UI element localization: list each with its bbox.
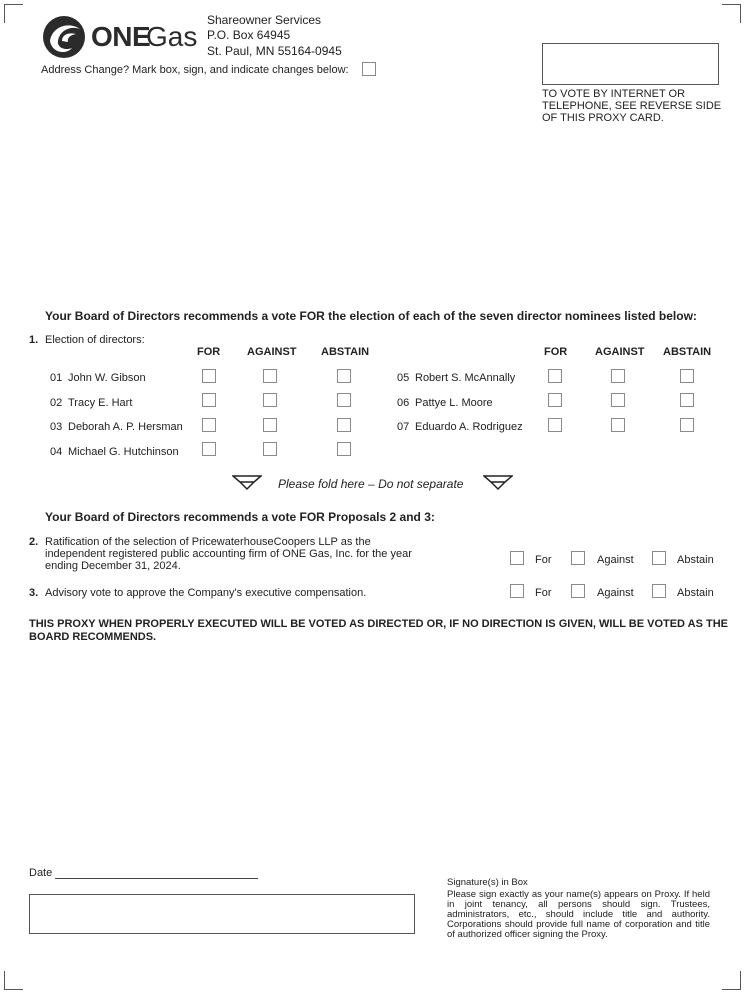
- crop-mark-top-right: [722, 4, 741, 23]
- nominee-02-against-checkbox[interactable]: [263, 393, 277, 407]
- proposal-3-abstain-checkbox[interactable]: [652, 584, 666, 598]
- nominee-06-against-checkbox[interactable]: [611, 393, 625, 407]
- nominee-num: 04: [50, 446, 63, 458]
- date-label: Date: [29, 867, 53, 879]
- nominee-02-abstain-checkbox[interactable]: [337, 393, 351, 407]
- nominee-name: Michael G. Hutchinson: [68, 446, 179, 458]
- proposal-2-for-label: For: [535, 554, 552, 566]
- proposal-3-for-label: For: [535, 587, 552, 599]
- proposal-2-text-line-2: independent registered public accounting firm of ONE Gas, Inc. for the year: [45, 548, 412, 560]
- proposal-2-against-label: Against: [597, 554, 634, 566]
- nominee-name: Robert S. McAnnally: [415, 372, 516, 384]
- nominee-03-abstain-checkbox[interactable]: [337, 418, 351, 432]
- address-change-checkbox[interactable]: [362, 62, 376, 76]
- proposal-2-abstain-checkbox[interactable]: [652, 551, 666, 565]
- address-line-2: P.O. Box 64945: [207, 28, 291, 42]
- proposal-2-number: 2.: [29, 536, 39, 548]
- nominee-04-abstain-checkbox[interactable]: [337, 442, 351, 456]
- proposal-2-against-checkbox[interactable]: [571, 551, 585, 565]
- nominee-05-for-checkbox[interactable]: [548, 369, 562, 383]
- address-line-1: Shareowner Services: [207, 13, 322, 27]
- item-1-number: 1.: [29, 334, 39, 346]
- column-header-for: FOR: [197, 346, 221, 358]
- column-header-abstain: ABSTAIN: [321, 346, 370, 358]
- proposals-heading: Your Board of Directors recommends a vote FOR Proposals 2 and 3:: [45, 510, 435, 524]
- proxy-statement-line-2: BOARD RECOMMENDS.: [29, 631, 157, 643]
- vote-instructions-line-2: TELEPHONE, SEE REVERSE SIDE: [542, 100, 722, 112]
- proposal-3-for-checkbox[interactable]: [510, 584, 524, 598]
- date-input-line[interactable]: [55, 878, 258, 879]
- nominee-num: 06: [397, 397, 410, 409]
- nominee-06-abstain-checkbox[interactable]: [680, 393, 694, 407]
- nominee-07-abstain-checkbox[interactable]: [680, 418, 694, 432]
- nominee-name: Tracy E. Hart: [68, 397, 133, 409]
- nominee-name: Deborah A. P. Hersman: [68, 421, 183, 433]
- proposal-2-for-checkbox[interactable]: [510, 551, 524, 565]
- fold-instruction: Please fold here – Do not separate: [278, 477, 464, 491]
- address-change-label: Address Change? Mark box, sign, and indicate changes below:: [41, 64, 349, 76]
- proposal-2-text-line-1: Ratification of the selection of PricewaterhouseCoopers LLP as the: [45, 536, 371, 548]
- company-logo: [42, 14, 202, 60]
- fold-arrow-left-icon: [232, 475, 262, 491]
- nominee-02-for-checkbox[interactable]: [202, 393, 216, 407]
- vote-instructions-line-1: TO VOTE BY INTERNET OR: [542, 88, 686, 100]
- nominee-05-abstain-checkbox[interactable]: [680, 369, 694, 383]
- control-number-box: [542, 43, 719, 85]
- crop-mark-bottom-left: [4, 971, 23, 990]
- logo-text-one: ONE: [91, 21, 151, 52]
- vote-instructions-line-3: OF THIS PROXY CARD.: [542, 112, 664, 124]
- flame-logo-icon: [42, 15, 86, 59]
- nominee-01-against-checkbox[interactable]: [263, 369, 277, 383]
- nominee-07-against-checkbox[interactable]: [611, 418, 625, 432]
- crop-mark-top-left: [4, 4, 23, 23]
- nominee-name: Eduardo A. Rodriguez: [415, 421, 523, 433]
- signature-label: Signature(s) in Box: [447, 877, 528, 888]
- proxy-statement-line-1: THIS PROXY WHEN PROPERLY EXECUTED WILL BE VOTED AS DIRECTED OR, IF NO DIRECTION IS GIVEN, WILL BE VOTED AS THE: [29, 618, 728, 630]
- nominee-04-against-checkbox[interactable]: [263, 442, 277, 456]
- item-1-label: Election of directors:: [45, 334, 145, 346]
- nominee-05-against-checkbox[interactable]: [611, 369, 625, 383]
- nominee-01-for-checkbox[interactable]: [202, 369, 216, 383]
- proposal-3-text: Advisory vote to approve the Company's executive compensation.: [45, 587, 367, 599]
- crop-mark-bottom-right: [722, 971, 741, 990]
- nominee-07-for-checkbox[interactable]: [548, 418, 562, 432]
- logo-text-gas: Gas: [146, 21, 198, 52]
- nominee-04-for-checkbox[interactable]: [202, 442, 216, 456]
- column-header-abstain-right: ABSTAIN: [663, 346, 712, 358]
- nominee-03-against-checkbox[interactable]: [263, 418, 277, 432]
- directors-heading: Your Board of Directors recommends a vote FOR the election of each of the seven director nominees listed below:: [45, 309, 697, 323]
- nominee-03-for-checkbox[interactable]: [202, 418, 216, 432]
- nominee-name: Pattye L. Moore: [415, 397, 493, 409]
- nominee-num: 07: [397, 421, 410, 433]
- nominee-num: 02: [50, 397, 63, 409]
- proposal-3-number: 3.: [29, 587, 39, 599]
- proposal-2-text-line-3: ending December 31, 2024.: [45, 560, 181, 572]
- signature-instructions: Please sign exactly as your name(s) appears on Proxy. If held in joint tenancy, all persons should sign. Trustees, administrators, etc., should include title and authority. Corporations should provide full name of corporation and title of authorized officer signing the Proxy.: [447, 889, 710, 940]
- proposal-3-against-checkbox[interactable]: [571, 584, 585, 598]
- column-header-against-right: AGAINST: [595, 346, 645, 358]
- column-header-against: AGAINST: [247, 346, 297, 358]
- signature-box[interactable]: [29, 894, 415, 934]
- nominee-num: 05: [397, 372, 410, 384]
- column-header-for-right: FOR: [544, 346, 568, 358]
- nominee-01-abstain-checkbox[interactable]: [337, 369, 351, 383]
- fold-arrow-right-icon: [483, 475, 513, 491]
- nominee-name: John W. Gibson: [68, 372, 146, 384]
- nominee-06-for-checkbox[interactable]: [548, 393, 562, 407]
- proposal-3-against-label: Against: [597, 587, 634, 599]
- nominee-num: 03: [50, 421, 63, 433]
- proposal-2-abstain-label: Abstain: [677, 554, 714, 566]
- proposal-3-abstain-label: Abstain: [677, 587, 714, 599]
- nominee-num: 01: [50, 372, 63, 384]
- address-line-3: St. Paul, MN 55164-0945: [207, 44, 342, 58]
